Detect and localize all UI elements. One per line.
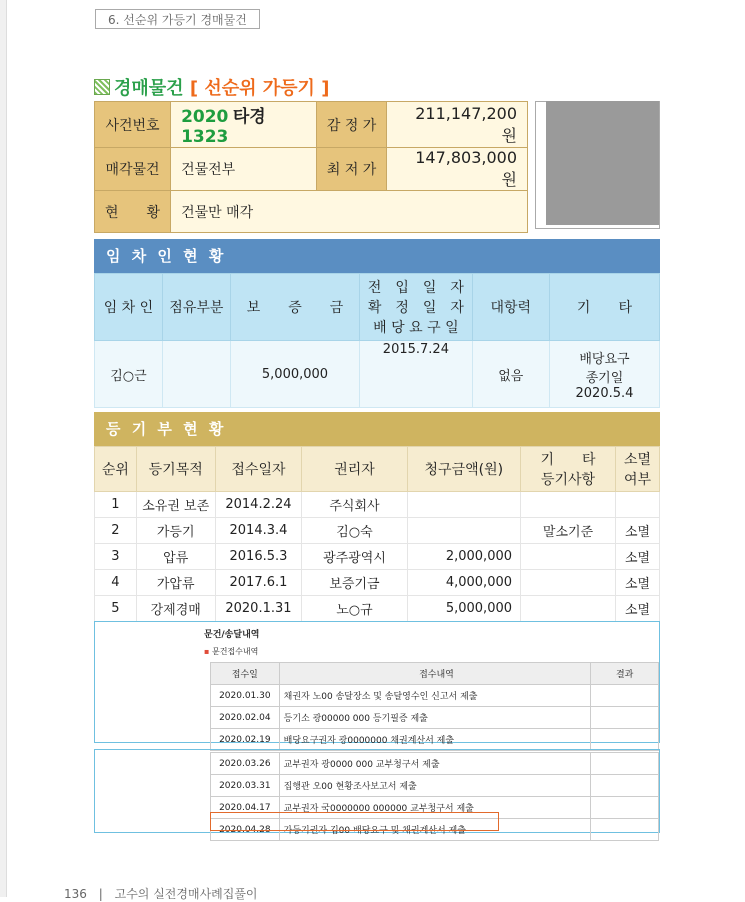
registry-cell: 주식회사 [302,492,407,518]
registry-col-header: 소멸 여부 [616,447,660,492]
table-row [95,596,660,622]
registry-cell: 소멸 [616,544,660,570]
table-row [211,707,659,729]
table-row [211,775,659,797]
doc-cell [591,753,659,775]
registry-cell: 3 [95,544,137,570]
doc-col-header: 접수내역 [279,663,591,685]
registry-cell: 4,000,000 [407,570,520,596]
registry-table [94,446,660,622]
tenant-cell [162,341,230,408]
registry-cell: 소멸 [616,596,660,622]
min-price-label: 최 저 가 [316,148,386,191]
registry-cell: 노○규 [302,596,407,622]
registry-cell [616,492,660,518]
title-bracket: [ 선순위 가등기 ] [189,78,330,99]
highlight-box [210,812,499,831]
photo-placeholder [546,101,659,225]
doc-col-header: 결과 [591,663,659,685]
tenant-cell: 김○근 [95,341,163,408]
doc-cell [591,685,659,707]
doc-cell: 2020.02.19 [211,729,280,751]
status-value: 건물만 매각 [171,191,528,233]
registry-cell [521,544,616,570]
registry-cell: 광주광역시 [302,544,407,570]
registry-cell: 2017.6.1 [215,570,302,596]
doc-cell [591,775,659,797]
registry-cell: 2014.2.24 [215,492,302,518]
doc-cell [591,819,659,841]
case-info-table [94,101,528,233]
doc-subtitle: ▪ 문건접수내역 [204,647,259,656]
table-row [95,570,660,596]
doc-cell: 2020.03.31 [211,775,280,797]
sale-label: 매각물건 [95,148,171,191]
doc-cell: 교부권자 광0000 000 교부청구서 제출 [279,753,591,775]
table-row [211,729,659,751]
registry-cell [407,492,520,518]
tenant-col-header: 기 타 [549,274,659,341]
doc-cell: 2020.03.26 [211,753,280,775]
case-type: 타경 [232,107,266,127]
property-photo [535,101,660,229]
hatch-icon [94,79,110,95]
tenant-cell: 배당요구 종기일 2020.5.4 [549,341,659,408]
table-row [95,518,660,544]
status-label: 현 황 [95,191,171,233]
registry-cell: 1 [95,492,137,518]
case-num: 1323 [181,127,229,147]
registry-cell: 압류 [136,544,215,570]
doc-cell [591,707,659,729]
tenant-col-header: 보 증 금 [230,274,359,341]
registry-cell: 강제경매 [136,596,215,622]
registry-cell: 말소기준 [521,518,616,544]
table-row [211,685,659,707]
tenant-cell: 5,000,000 [230,341,359,408]
tenant-col-header: 점유부분 [162,274,230,341]
registry-col-header: 등기목적 [136,447,215,492]
registry-cell [521,492,616,518]
doc-cell [591,797,659,819]
tenant-table [94,273,660,408]
doc-col-header: 접수일 [211,663,280,685]
registry-heading: 등 기 부 현 황 [94,412,660,446]
tenant-cell: 없음 [472,341,549,408]
registry-col-header: 청구금액(원) [407,447,520,492]
tenant-col-header: 대항력 [472,274,549,341]
title-prefix: 경매물건 [114,78,184,99]
case-number-label: 사건번호 [95,102,171,148]
registry-cell [521,596,616,622]
registry-cell: 2020.1.31 [215,596,302,622]
table-row [95,492,660,518]
registry-cell: 2 [95,518,137,544]
registry-col-header: 순위 [95,447,137,492]
doc-cell: 2020.04.28 [211,819,280,841]
registry-col-header: 권리자 [302,447,407,492]
registry-cell: 2,000,000 [407,544,520,570]
doc-cell: 채권자 노00 송달장소 및 송달영수인 신고서 제출 [279,685,591,707]
tenant-cell: 2015.7.24 [360,341,472,408]
case-year: 2020 [181,107,229,127]
sale-value: 건물전부 [171,148,317,191]
footer-separator: | [98,887,103,901]
tenant-col-header: 임 차 인 [95,274,163,341]
appraisal-label: 감 정 가 [316,102,386,148]
table-row [211,753,659,775]
registry-cell: 5,000,000 [407,596,520,622]
registry-cell: 2014.3.4 [215,518,302,544]
doc-cell: 교부권자 국0000000 000000 교부청구서 제출 [279,797,591,819]
doc-table-1 [210,662,659,751]
doc-cell: 2020.04.17 [211,797,280,819]
appraisal-value: 211,147,200 원 [387,102,528,148]
table-row [95,544,660,570]
min-price-value: 147,803,000 원 [387,148,528,191]
registry-cell: 소멸 [616,518,660,544]
doc-cell: 가등기권자 김00 배당요구 및 채권계산서 제출 [279,819,591,841]
registry-cell: 2016.5.3 [215,544,302,570]
registry-col-header: 기 타 등기사항 [521,447,616,492]
doc-cell: 등기소 광00000 000 등기필증 제출 [279,707,591,729]
registry-cell: 5 [95,596,137,622]
tenant-heading: 임 차 인 현 황 [94,239,660,273]
page-edge [0,0,7,897]
registry-cell [521,570,616,596]
registry-cell: 소유권 보존 [136,492,215,518]
footer [64,885,258,902]
doc-cell: 집행관 오00 현황조사보고서 제출 [279,775,591,797]
registry-cell: 김○숙 [302,518,407,544]
document-log-panel-1 [94,621,660,746]
registry-cell: 가압류 [136,570,215,596]
book-title: 고수의 실전경매사례집풀이 [114,887,258,901]
page-number: 136 [64,887,87,901]
registry-col-header: 접수일자 [215,447,302,492]
doc-cell: 2020.02.04 [211,707,280,729]
registry-cell: 가등기 [136,518,215,544]
doc-title: 문건/송달내역 [204,630,260,640]
chapter-label: 6. 선순위 가등기 경매물건 [95,9,260,29]
registry-cell [407,518,520,544]
section-title [94,74,329,100]
registry-cell: 소멸 [616,570,660,596]
doc-cell [591,729,659,751]
doc-cell: 2020.01.30 [211,685,280,707]
doc-cell: 배당요구권자 광0000000 채권계산서 제출 [279,729,591,751]
tenant-col-header: 전 입 일 자 확 정 일 자 배 당 요 구 일 [360,274,472,341]
case-number [171,102,317,148]
registry-cell: 보증기금 [302,570,407,596]
registry-cell: 4 [95,570,137,596]
